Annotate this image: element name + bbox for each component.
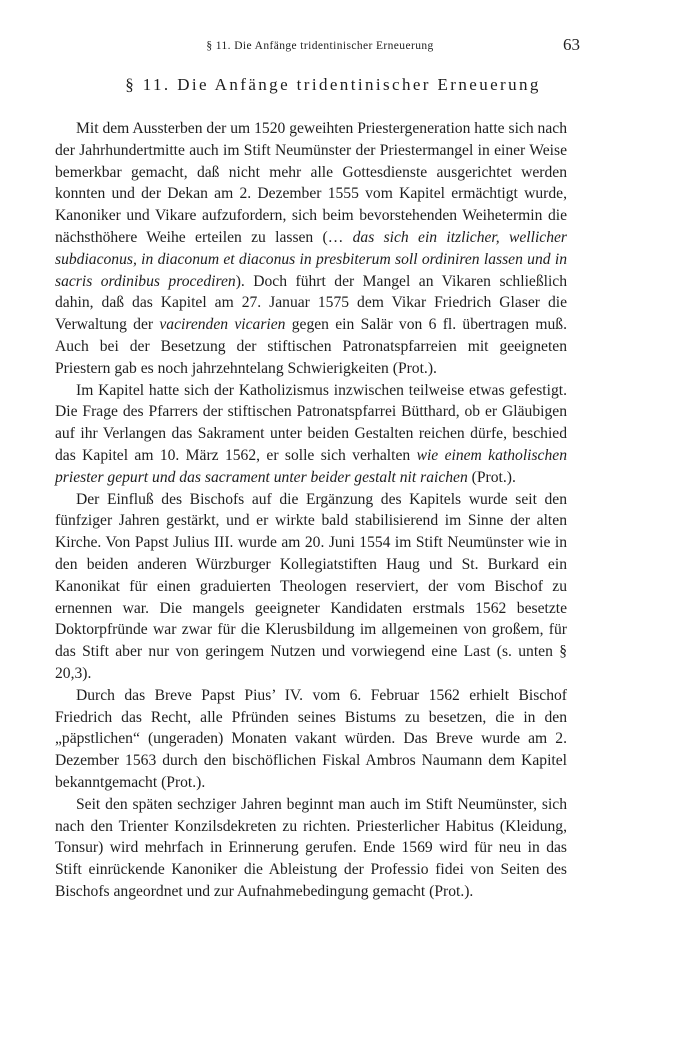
page-number: 63 <box>563 35 580 54</box>
text-run: ). Doch führt der Mangel an Vikaren schließlich dahin, daß das Kapitel am 27. Januar 1575 dem Vikar Friedrich Glaser die Verwaltung der <box>55 272 567 334</box>
latin-quote: das sich ein itzlicher, wellicher subdiaconus, in diaconum et diaconus in presbiterum soll ordiniren lassen und in sacris ordinibus procediren <box>55 228 567 290</box>
quoted-decision: wie einem katholischen priester gepurt und das sacrament unter beider gestalt nit raichen <box>55 446 567 486</box>
paragraph <box>55 685 567 794</box>
text-run: (Prot.). <box>467 468 516 486</box>
paragraph <box>55 794 567 903</box>
quoted-term: vacirenden vicarien <box>159 316 286 334</box>
text-run: Mit dem Aussterben der um 1520 geweihten Priestergeneration hatte sich nach der Jahrhundertmitte auch im Stift Neumünster der Priestermangel in einer Weise bemerkbar gemacht, daß nicht mehr alle Gottesdienste ausgerichtet werden konnten und der Dekan am 2. Dezember 1555 vom Kapitel ermächtigt wurde, Kanoniker und Vikare aufzufordern, sich beim bevorstehenden Weihetermin die nächsthöhere Weihe erteilen zu lassen (… <box>55 120 567 246</box>
running-head: § 11. Die Anfänge tridentinischer Erneuerung <box>206 40 434 52</box>
paragraph <box>55 380 567 489</box>
text-run: Der Einfluß des Bischofs auf die Ergänzung des Kapitels wurde seit den fünfziger Jahren gestärkt, und er wirkte bald stabilisierend im Sinne der alten Kirche. Von Papst Julius III. wurde am 20. Juni 1554 im Stift Neumünster wie in den beiden anderen Würzburger Kollegiatstiften Haug und St. Burkard ein Kanonikat für einen graduierten Theologen reserviert, der vom Bischof zu ernennen war. Die mangels geeigneter Kandidaten erstmals 1562 besetzte Doktorpfründe war zwar für die Klerusbildung im allgemeinen von großem, für das Stift aber nur von geringem Nutzen und vorwiegend eine Last (s. unten § 20,3). <box>55 490 567 682</box>
paragraph <box>55 489 567 685</box>
text-run: Seit den späten sechziger Jahren beginnt man auch im Stift Neumünster, sich nach den Trienter Konzilsdekreten zu richten. Priesterlicher Habitus (Kleidung, Tonsur) wird mehrfach in Erinnerung gerufen. Ende 1569 wird für neu in das Stift einrückende Kanoniker die Ableistung der Professio fidei von Seiten des Bischofs angeordnet und zur Aufnahmebedingung gemacht (Prot.). <box>55 795 567 900</box>
text-run: Im Kapitel hatte sich der Katholizismus inzwischen teilweise etwas gefestigt. Die Frage des Pfarrers der stiftischen Patronatspfarrei Bütthard, ob er Gläubigen auf ihr Verlangen das Sakrament unter beiden Gestalten reichen dürfe, beschied das Kapitel am 10. März 1562, er solle sich verhalten <box>55 381 567 464</box>
paragraph <box>55 118 567 380</box>
text-run: gegen ein Salär von 6 fl. übertragen muß. Auch bei der Besetzung der stiftischen Patronatspfarreien mit geeigneten Priestern gab es noch jahrzehntelang Schwierigkeiten (Prot.). <box>55 316 567 377</box>
text-run: Durch das Breve Papst Pius’ IV. vom 6. Februar 1562 erhielt Bischof Friedrich das Recht, alle Pfründen seines Bistums zu besetzen, die in den „päpstlichen“ (ungeraden) Monaten vakant würden. Das Breve wurde am 2. Dezember 1563 durch den bischöflichen Fiskal Ambros Naumann dem Kapitel bekanntgemacht (Prot.). <box>55 686 567 791</box>
section-title: § 11. Die Anfänge tridentinischer Erneuerung <box>125 75 541 94</box>
body-text <box>55 118 567 903</box>
